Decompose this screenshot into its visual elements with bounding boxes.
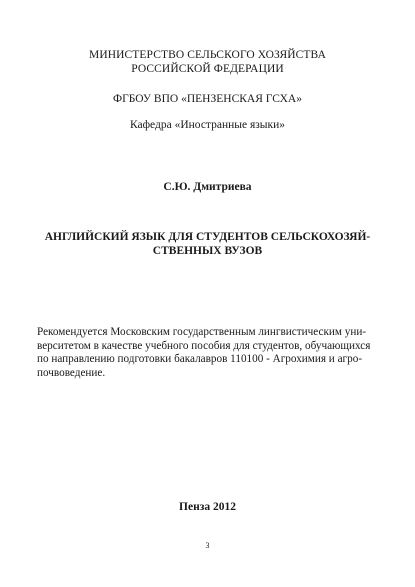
ministry-line-1: МИНИСТЕРСТВО СЕЛЬСКОГО ХОЗЯЙСТВА — [89, 49, 326, 61]
department-name: Кафедра «Иностранные языки» — [129, 119, 286, 131]
ministry-header — [0, 48, 415, 76]
ministry-line-2: РОССИЙСКОЙ ФЕДЕРАЦИИ — [131, 63, 284, 75]
document-title — [0, 230, 415, 258]
title-line-2: СТВЕННЫХ ВУЗОВ — [152, 245, 263, 257]
recommendation-text — [37, 326, 377, 380]
recommendation-line-3: по направлению подготовки бакалавров 110100 - Агрохимия и агро- — [37, 353, 363, 365]
author-name: С.Ю. Дмитриева — [163, 181, 252, 193]
page-number: 3 — [205, 541, 210, 550]
recommendation-line-2: верситетом в качестве учебного пособия для студентов, обучающихся — [37, 339, 371, 352]
city-year: Пенза 2012 — [179, 501, 236, 513]
title-line-1: АНГЛИЙСКИЙ ЯЗЫК ДЛЯ СТУДЕНТОВ СЕЛЬСКОХОЗЯЙ- — [44, 231, 371, 243]
recommendation-line-1: Рекомендуется Московским государственным лингвистическим уни- — [37, 326, 367, 338]
recommendation-line-4: почвоведение. — [37, 366, 106, 379]
institution-name: ФГБОУ ВПО «ПЕНЗЕНСКАЯ ГСХА» — [113, 93, 302, 105]
